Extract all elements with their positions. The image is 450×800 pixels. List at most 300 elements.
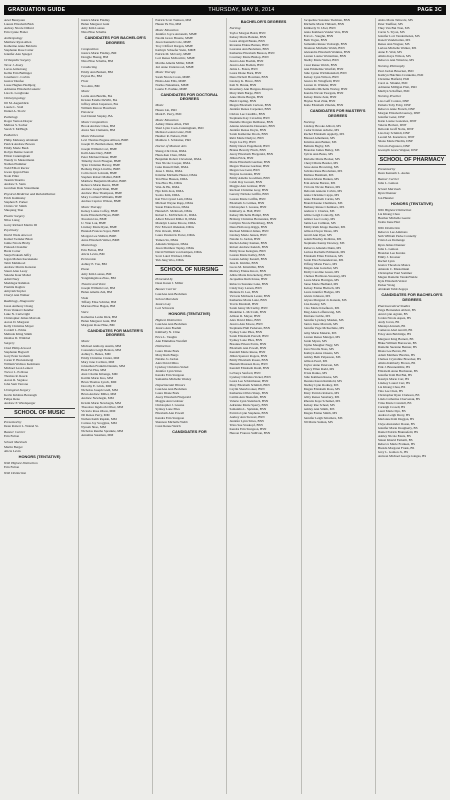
graduate-name: Jacqueline Ruth Kruse, BSN <box>229 277 268 282</box>
graduate-name: Thomas R. Reeck <box>4 374 28 379</box>
graduate-name: Victoria Rose Olson, MM <box>81 408 116 413</box>
graduate-name: Kamal Swinder Bhati <box>4 236 33 241</box>
graduate-name: Chelsea Harbison-Sweeney, MS <box>303 273 347 278</box>
graduate-name: Megan Elizabeth Rosa, MS <box>303 387 340 392</box>
graduate-name: Alexa Sun Clements, BM <box>81 128 116 133</box>
graduate-name: Hannah E. McIntosh, DMA <box>155 209 193 214</box>
graduate-name: Haylee Noel Zink, BSN <box>303 98 336 103</box>
graduate-name: Kaitlin Marie Kuo, MM <box>81 376 114 381</box>
column-5 <box>301 18 372 794</box>
graduate-name: Maggie Ann Grabner, BSN <box>229 184 266 189</box>
graduate-name: Lauren Renee Metzger, MS <box>303 334 341 339</box>
graduate-name: Bethany Paige Linville, BME <box>81 166 121 171</box>
graduate-name: Jennifer Marie Dougherty, BS <box>377 425 418 430</box>
issue-date: THURSDAY, MAY 8, 2014 <box>208 7 275 13</box>
subsection-heading: Flute <box>81 79 89 84</box>
graduate-name: Aisha Marie Taliwolz, MS <box>377 18 413 22</box>
graduate-name: Mary Elizabeth Schmidt, BSN <box>229 382 270 387</box>
graduate-name: LaurAna Ann Beckman <box>155 387 187 392</box>
graduate-name: Rebecca Amanda Dunn, MS <box>303 245 342 250</box>
graduate-name: Kali N. Brunk, BSN <box>229 83 257 88</box>
graduate-name: Andrew Newbegin, MM <box>81 396 114 401</box>
graduate-name: Andrew Pine Thompson, BME <box>81 191 123 196</box>
subsection-heading: Radiology, Diagnostic <box>4 298 35 303</box>
graduate-name: Kimberly A. Hall, BSN <box>229 208 261 213</box>
graduate-name: Robyn Denise Garroll <box>4 149 34 154</box>
graduate-name: Lasse Hughes Hedbjerg <box>4 82 36 87</box>
graduate-name: Sarah Nicole Coats, MME <box>155 74 191 79</box>
graduate-name: Stephen Robert Mahler, BME <box>81 174 121 179</box>
graduate-name: Lyndsay Christina Sickel, BSN <box>229 374 271 379</box>
graduate-name: Kelsey Lanne Coffey, BME <box>81 209 118 214</box>
subsection-heading: Music <box>81 339 90 344</box>
graduate-name: Katie Elizabeth Hayes, BME <box>81 213 120 218</box>
graduate-name: Ryan James Drenner <box>377 242 406 247</box>
graduate-name: Janae Marie Hedlund, MS <box>303 281 339 286</box>
graduate-name: Mary Cortland Williams, BME <box>81 195 123 200</box>
graduate-name: Stuart Alan Leary <box>4 269 28 274</box>
section-heading: CANDIDATES FOR BACHELOR'S DEGREES <box>84 35 146 45</box>
graduate-name: Aaron D. Margaret <box>4 319 30 324</box>
graduate-name: Adrienne Marie Sperry, BSN <box>229 402 268 407</box>
graduate-name: Dean Robert L. Walzel Sr. <box>4 424 39 429</box>
graduate-name: Dean Kenneth L. Audus <box>377 171 410 176</box>
graduate-name: Noah Piller <box>4 173 20 178</box>
graduate-name: Sarah Jenny McCarthy, BSN <box>229 305 268 310</box>
graduate-name: Pamela Toby Fohy, DNP <box>377 103 411 108</box>
graduate-name: Ronelt Vandebarlan, MS <box>377 38 411 43</box>
graduate-name: Morgan Lee Shillett, BME <box>81 233 117 238</box>
graduate-name: Rebecca Ann Winslow, MS <box>377 58 415 63</box>
graduate-name: Emily Marie Bush <box>4 145 29 150</box>
graduate-name: Adam Bradley Dobbins, MS <box>303 237 342 242</box>
graduate-name: Sabrina Rene Brockman, MS <box>303 168 343 173</box>
graduate-name: Trista Ranko, MS <box>303 370 328 375</box>
graduate-name: Huaan Yu Wu, MM <box>155 22 182 27</box>
graduate-name: Lindsay K. Bruce, BSN <box>229 79 261 84</box>
graduate-name: Philip Mahoney Abraham <box>4 137 39 142</box>
graduate-name: Tasnim Sharma <box>4 177 25 182</box>
graduate-name: Madeline L. McCrath, BSN <box>229 309 267 314</box>
column-6 <box>375 18 446 794</box>
graduate-name: Lucas M. Kitsmiller, BSN <box>229 265 265 270</box>
graduate-name: Amber Lee Cooley, MS <box>303 217 336 222</box>
graduate-name: David William von Kampen, DMA <box>155 249 202 254</box>
graduate-name: Xiaotian Liu, BME <box>81 217 107 222</box>
graduate-name: Melanie D. Lee, BSN <box>229 289 259 294</box>
graduate-name: Stephanie Kay Cavadini, BSN <box>229 115 270 120</box>
graduate-name: Cassi Renee Welch <box>155 423 181 428</box>
graduate-name: Nilsa Liang <box>4 218 20 223</box>
graduate-name: Linda Catherine Chervenak, BS <box>377 397 420 402</box>
graduate-name: Erin Fulton <box>4 434 20 439</box>
graduate-name: Jessica Marie Findley <box>81 18 110 22</box>
graduate-name: Christopher J. Greene, BSN <box>229 204 267 209</box>
graduate-name: Adrienne Milligan Platt, PhD <box>377 84 417 89</box>
subsection-heading: Banner Carrier <box>155 286 177 291</box>
graduate-name: Jennifer Joyce Antonetti, MME <box>155 32 197 37</box>
subsection-heading: With Distinction <box>377 225 400 230</box>
graduate-name: Wan-Ju Hu, DMA <box>155 184 180 189</box>
graduate-name: Samantha Michelle Wesley <box>155 377 192 382</box>
graduate-name: Jessica Ann Moore, BSN <box>229 321 263 326</box>
graduate-name: Cindy Kay Larsen, BSN <box>229 285 262 290</box>
graduate-name: Melissa S. Sacher <box>4 123 28 128</box>
graduate-name: Jill M. Augenblick <box>4 101 29 106</box>
graduate-name: Andrew Marris Kenston <box>4 265 37 270</box>
graduate-name: Emily Elizabeth Rosen, BSN <box>229 358 268 363</box>
graduate-name: Jessica Ann Boehm <box>155 326 182 331</box>
graduate-name: Sanju Prakash Jeffry <box>4 252 32 257</box>
graduate-name: Erik J. Brunnenblitz, BS <box>377 364 411 369</box>
graduate-name: Trevor L. Pollrose <box>4 370 29 375</box>
graduate-name: Dean Karen J. Miller <box>155 281 184 286</box>
subsection-heading: Voice <box>81 310 89 315</box>
graduate-name: Abbie Marie Kruckeberg, BSN <box>229 273 271 278</box>
graduate-name: Jennifer Lynn Stites <box>155 368 182 373</box>
subsection-heading: Music <box>81 89 90 94</box>
subsection-heading: Viola <box>81 295 89 300</box>
graduate-name: Alisha Kaye Wilson, MS <box>377 54 411 59</box>
column-3 <box>152 18 223 794</box>
graduate-name: Hereon Frances Sullivan, BSN <box>229 431 271 436</box>
subsection-heading: With Distinction <box>4 470 27 475</box>
graduate-name: Kelsey Michelle Hampl, BSN <box>229 212 270 217</box>
subsection-heading: Distinction <box>155 344 171 349</box>
graduate-name: Jennifer Geier, DNP <box>377 115 405 120</box>
graduate-name: Tyler Christian Harvey, BME <box>81 162 121 167</box>
graduate-name: Kellie Erin Bullinger <box>4 70 32 75</box>
graduate-name: Andrew P. Windsperger <box>4 400 36 405</box>
graduate-name: Amanda C. Mustelinski <box>377 266 410 271</box>
subsection-heading: Banner Carrier <box>4 429 26 434</box>
graduate-name: Laurie L. Stoll <box>4 105 24 110</box>
graduate-name: Susan Elaine Koss, DMA <box>155 205 190 210</box>
graduate-name: Carrie S. Tryon, MS <box>377 30 405 35</box>
graduate-name: Jon Hunsler <box>377 195 394 200</box>
subsection-heading: Plastic Surgery <box>4 213 25 218</box>
graduate-name: Mary Patricia Roberts, MS <box>303 391 340 396</box>
graduate-name: Jennifer Ann Spiegel <box>4 52 32 57</box>
graduate-name: Ashley Diane Allen, PhD <box>155 122 189 127</box>
graduate-name: Katie Elizabeth Zmolek, BSN <box>303 102 344 107</box>
graduate-name: Kristina Ann Baiker, MS <box>303 140 337 145</box>
graduate-name: Jane R. Kimble, BSN <box>229 261 258 266</box>
graduate-name: Lauren Elizabeth Bish <box>4 22 34 27</box>
subsection-heading: Composition <box>81 46 99 51</box>
graduate-name: Adam Matthew Blevins, BS <box>377 352 416 357</box>
graduate-name: Kyle Elizabeth Vetzal <box>377 278 407 283</box>
subsection-heading: Presented by <box>155 276 173 281</box>
graduate-name: Rachael Mildred James, BSN <box>229 228 269 233</box>
graduate-name: Laura Jennifer Hodges, MS <box>303 290 341 295</box>
graduate-name: Rebecca Suzanne Lake, BSN <box>229 281 269 286</box>
graduate-name: Heidi Capling, BSN <box>229 99 257 104</box>
graduate-name: Andrew S. Stein <box>4 182 26 187</box>
graduate-name: Cheryl Marie Bessler, MS <box>303 160 339 165</box>
graduate-name: Brandon Lee Kurdas <box>377 250 406 255</box>
graduate-name: Tzu-Hwa Ho, DMA <box>155 180 182 185</box>
graduate-name: Ashley Beth Palpesson, MS <box>303 354 341 359</box>
graduate-name: Katherine Leslie Dick, BM <box>81 314 118 319</box>
graduate-name: Lauren Marie Kelley, BSN <box>229 253 265 258</box>
graduate-name: Tavor J. Avery <box>4 62 24 67</box>
graduate-name: Alex Charlie Kibenge, MM <box>81 372 118 377</box>
graduate-name: Melodie Marie Becker, MS <box>303 156 340 161</box>
graduate-name: Erich Kaminsky <box>4 196 26 201</box>
graduate-name: Amy Kim Laanes <box>81 26 105 31</box>
graduate-name: Gerarty Nichole Griffin, BSN <box>229 192 269 197</box>
graduate-name: Lauri Marie Dye, BS <box>377 409 406 414</box>
graduate-name: Cleo Marie Kloefkorn, MS <box>303 306 340 311</box>
graduate-name: Laura Diane Bork <box>155 391 180 396</box>
graduate-name: Caleb Ray Gossett, BSN <box>229 180 263 185</box>
graduate-name: Jill Renee Perry, MM <box>81 412 110 417</box>
graduate-name: Laura Diane Bork, BSN <box>229 71 262 76</box>
graduate-name: Kelsey Lynn Wilson, BSN <box>303 74 339 79</box>
graduate-name: Luke Russell Dell, DMA <box>155 164 189 169</box>
graduate-name: Adnil Nezy <box>4 277 20 282</box>
column-1 <box>4 18 75 794</box>
graduate-name: Dana Nicholl Bowman, BSN <box>229 75 268 80</box>
graduate-name: Anna Christine Capps, MS <box>303 192 340 197</box>
graduate-name: Jillian Spencer Rogers, BSN <box>229 354 268 359</box>
graduate-name: Jennifer Lynn Stites, BSN <box>229 419 264 424</box>
graduate-name: Jennifer Lyndsey Maiden, MS <box>303 318 344 323</box>
graduate-name: Shelby Marie Weber, BSN <box>303 58 339 63</box>
graduate-name: Noriko Nakamura, MME <box>155 82 189 87</box>
graduate-name: Arun Lynn Agrain, BS <box>377 312 408 317</box>
graduate-name: Joel Daniel Stapley, BA <box>81 114 113 119</box>
graduate-name: Larissa Michelle Walker, MS <box>377 46 417 51</box>
graduate-name: Emily Rose Kelegian, BSN <box>229 249 266 254</box>
subsection-heading: School Marshals <box>155 297 179 302</box>
graduate-name: Sydney Lane Piles, BSN <box>229 338 263 343</box>
graduate-name: Kendra Erin Sturgeon <box>155 372 185 377</box>
subsection-heading: School Marshals <box>4 440 27 445</box>
graduate-name: Nina Elise Schelbe <box>81 30 107 35</box>
subsection-heading: With Highest Distinction <box>4 460 38 465</box>
graduate-name: Mustapi Attanah, BS <box>377 324 406 329</box>
graduate-name: Benjamin Robert Cleveland, DMA <box>155 156 202 161</box>
graduate-name: Helen Amelia Zeh, BM <box>81 290 113 295</box>
graduate-name: Molly Caroline Green, MS <box>303 269 340 274</box>
graduate-name: Dorothy E. Glick, MM <box>81 384 112 389</box>
graduate-name: Carissa Joy Scoggins, MM <box>81 420 117 425</box>
graduate-name: Jennifer Kim Bui Bui, BS <box>377 372 412 377</box>
graduate-name: Alicia Levin, BM <box>81 251 105 256</box>
graduate-name: Sarah Myers, MS <box>303 338 327 343</box>
graduate-name: Christo W. Smith <box>4 204 27 209</box>
graduate-name: Sooho Kim, DMA <box>155 193 180 198</box>
graduate-name: Stephen E. Parker <box>4 200 28 205</box>
graduate-name: Prakash Chandler <box>4 244 28 249</box>
graduate-name: Peter Michael Dauer, BME <box>81 154 118 159</box>
graduate-name: Yamen Sn, DMA <box>155 237 179 242</box>
graduate-name: Dongjie Huang, BM <box>81 55 109 60</box>
graduate-name: Jennifer Renee Carpenter, BSN <box>229 107 271 112</box>
graduate-name: Christopher James Malcom <box>4 315 41 320</box>
graduate-name: Jesse Anne Browning, MS <box>303 164 339 169</box>
graduate-name: Andrea Caprice Wilson, BME <box>81 199 121 204</box>
graduate-name: Carleigh Crosell, BS <box>377 405 406 410</box>
graduate-name: Erica L. Vaughn <box>155 334 177 339</box>
graduate-name: Anne E. Watt, MS <box>377 50 402 55</box>
graduate-name: Courtney Marie Bishop, BSN <box>229 54 269 59</box>
graduate-name: Ashley L. Benes, MM <box>81 351 111 356</box>
graduate-name: Wendy Jo Mastermann <box>4 157 35 162</box>
graduate-name: Daniel A. Slovic <box>4 109 26 114</box>
graduate-name: Yuh Jung Woo, DMA <box>155 257 184 262</box>
graduate-name: Caylin Shawbrooker, BSN <box>229 386 265 391</box>
graduate-name: Timothy Jacob Finegan, BME <box>81 158 121 163</box>
subsection-heading: Psychiatry <box>4 228 19 233</box>
graduate-name: Nathan Keith Rapkin, MM <box>81 416 117 421</box>
graduate-name: Anne Marie Burgin, BSN <box>229 95 264 100</box>
graduate-name: Nicholas Reuthe Sprankle, MM <box>81 428 124 433</box>
graduate-name: Huan-Ken Chen, DMA <box>155 152 187 157</box>
graduate-name: Chad Philip Atwood <box>4 346 31 351</box>
subsection-heading: Music Composition <box>81 119 108 124</box>
graduate-name: Laura Abigail Banks, BSN <box>229 38 265 43</box>
graduate-name: Rachel Lynn <box>377 258 395 263</box>
graduate-name: Saleshe Kaur Mahal <box>4 273 31 278</box>
graduate-name: Lisa Gaff Conlon, DNP <box>377 98 410 103</box>
graduate-name: Garry Richard Martin III <box>4 222 37 227</box>
section-heading: HONORS (TENTATIVE) <box>18 453 61 459</box>
graduate-name: Megan Elizabeth Carlson, BSN <box>229 103 272 108</box>
graduate-name: Deanna Karen Reinhold, MS <box>303 379 342 384</box>
graduate-name: Lauren O. Winkler, BSN <box>303 82 337 87</box>
graduate-name: Nina Elise Schelbe, BM <box>81 59 114 64</box>
graduate-name: Roger Vernon Dreyer <box>4 119 33 124</box>
graduate-name: Brent Cotter <box>4 248 21 253</box>
graduate-name: Dana Holloway-Riggs, BSN <box>229 224 268 229</box>
graduate-name: Ryan Drenner <box>377 191 397 196</box>
graduate-name: Sarah Elsa Fernandezvan, MS <box>303 257 344 262</box>
graduate-name: Rachel Ashley Kamen, BSN <box>229 241 268 246</box>
subsection-heading: Anthropology <box>4 35 23 40</box>
subsection-heading: Nursing Philosophy <box>377 64 405 69</box>
graduate-name: Christine Hatfield, PhD <box>377 76 410 81</box>
graduate-name: Jaime Nicole Bixby <box>4 240 31 245</box>
graduate-name: Sarah T. McHugh <box>4 127 28 132</box>
graduate-name: Cassandra Leigh Benton, MM <box>81 347 122 352</box>
subsection-heading: Music Education <box>81 133 105 138</box>
graduate-name: Shayna Gonzales, BSN <box>229 172 261 177</box>
graduate-name: Katie Louise Gonzalez, DNP <box>377 119 417 124</box>
graduate-name: Megan Therese Gardner, BSN <box>229 164 270 169</box>
graduate-name: Victoria Nicole Burton, MS <box>303 184 341 189</box>
graduate-name: Lindsey Marie Jensen, BSN <box>229 232 267 237</box>
graduate-name: Margaret Rose Hine, BM <box>81 322 115 327</box>
column-2 <box>78 18 149 794</box>
graduate-name: Evan Venkat Chandler <box>4 307 34 312</box>
graduate-name: Kelsey Rae Scheel, MS <box>303 403 335 408</box>
graduate-name: Joseph W. Bartholomew, BME <box>81 142 122 147</box>
graduate-name: Lindsey Laurel Carr, BS <box>377 381 411 386</box>
graduate-name: Lucas Armstrong <box>4 66 27 71</box>
school-heading: SCHOOL OF NURSING <box>155 265 223 275</box>
graduate-name: Yongmingzhou Zhao, BM <box>81 276 116 281</box>
graduate-name: LaTonya Sanford, BSN <box>229 370 261 375</box>
graduate-name: LaurAna Ann Beckman, BSN <box>229 46 269 51</box>
subsection-heading: Doctor of Musical Arts <box>155 143 187 148</box>
section-title: GRADUATION GUIDE <box>8 7 66 13</box>
graduate-name: Emily Ruth Kluge Deemer, MS <box>303 225 346 230</box>
graduate-name: Victoria Michaela Lester, BSN <box>229 293 271 298</box>
graduate-name: Jegan Mohan Kecskekale <box>4 256 38 261</box>
subsection-heading: Pharmaceutical Studies <box>377 303 411 308</box>
graduate-name: Briana Beverly Finch, BSN <box>229 147 266 152</box>
graduate-name: Deborah Annette Calvin, MS <box>303 188 343 193</box>
graduate-name: Christopher J. Greene <box>155 403 185 408</box>
graduate-name: Taylor Anne Peterson, MS <box>303 362 339 367</box>
subsection-heading: Pathology <box>4 114 18 119</box>
graduate-name: Kendall Elizabeth Rudd, BSN <box>229 366 270 371</box>
graduate-name: Andrew J. Charles, MS <box>303 209 335 214</box>
graduate-name: Jordan Nicole Aspen, BS <box>377 316 411 321</box>
graduate-name: Nyssah Shao, MM <box>81 424 106 429</box>
graduate-name: Julie Kathleen Reese, MS <box>303 375 338 380</box>
graduate-name: Jessica Ann Bodkin, BSN <box>229 62 264 67</box>
graduate-name: Patrick Andrew Bowen <box>4 141 35 146</box>
graduate-name: Jennifer Leigh Smothers, MS <box>303 415 343 420</box>
section-heading: HONORS (TENTATIVE) <box>168 310 211 316</box>
graduate-name: David Wade Atwood <box>4 232 32 237</box>
graduate-name: Andy Jovan, BS <box>377 320 400 325</box>
graduate-name: Lori Schwartz <box>155 305 175 310</box>
graduate-name: Meg Anne Leffenwang, MS <box>303 310 341 315</box>
graduate-name: Lauren Louise Watterman, BSN <box>303 54 346 59</box>
graduate-name: Nicholas Joseph Grell, MM <box>81 388 118 393</box>
graduate-name: Zara Nicolle Nass, MS <box>303 346 334 351</box>
graduate-name: Kendra Erin Sturgeon <box>155 415 185 420</box>
subsection-heading: Departmental Honors <box>155 382 186 387</box>
graduate-name: Rhonda Kaye Schamel, MS <box>303 399 341 404</box>
graduate-name: Jessica Gay <box>155 301 171 306</box>
graduate-name: Scott Laird Wichael, DMA <box>155 253 192 258</box>
graduate-name: Antwan Michael George Gingas, BS <box>377 453 427 458</box>
graduate-name: Elliott Cunningham <box>4 153 31 158</box>
graduate-name: Ariel Benayoun <box>4 18 25 22</box>
graduate-name: Megan Elaine Smith, MS <box>303 411 338 416</box>
graduate-name: Caitlin Ann Shenefelt, BSN <box>229 394 267 399</box>
graduate-name: Jason Kenneth Cole, MME <box>155 40 192 45</box>
graduate-name: Jessica Marie Findley, BM <box>81 51 117 56</box>
graduate-name: Megan Danielle VanderWeide <box>377 274 418 279</box>
graduate-name: Jennifer Renae Doyle, BSN <box>229 127 267 132</box>
graduate-name: Michelle Marie Thibault, BSN <box>303 22 345 27</box>
graduate-name: Ashley E. Tua, BM <box>81 261 107 266</box>
graduate-name: Diana Lee Bevan, BS <box>377 348 407 353</box>
subsection-heading: Music Education <box>155 117 179 122</box>
graduate-name: Jesse J. Dirks, DMA <box>155 168 183 173</box>
graduate-name: Eric Edward Oleksiuk, DMA <box>155 225 194 230</box>
graduate-name: Amy Marie Meierle, MS <box>303 330 337 335</box>
graduate-name: Lia Khang Chau <box>377 212 400 217</box>
graduate-name: Patrick M. McCarty, MME <box>155 52 192 57</box>
graduate-name: Marianne Kim Duggan, BS <box>377 417 415 422</box>
graduate-name: Kelsey Marie Balaski, BSN <box>229 34 267 39</box>
graduate-name: Sydney Lane Piles <box>155 407 180 412</box>
graduate-name: Emily Amelia Goodman, BSN <box>229 176 270 181</box>
graduate-name: Gretchen Dale Strautmann <box>4 186 40 191</box>
graduate-name: Matthew J. Schlomer, PhD <box>155 138 191 143</box>
graduate-name: Brian Andrew Miller, MM <box>81 392 117 397</box>
section-heading: CANDIDATES FOR BACHELOR'S DEGREES <box>381 292 443 302</box>
graduate-name: Leslie Ann Butzlik, BA <box>81 93 113 98</box>
